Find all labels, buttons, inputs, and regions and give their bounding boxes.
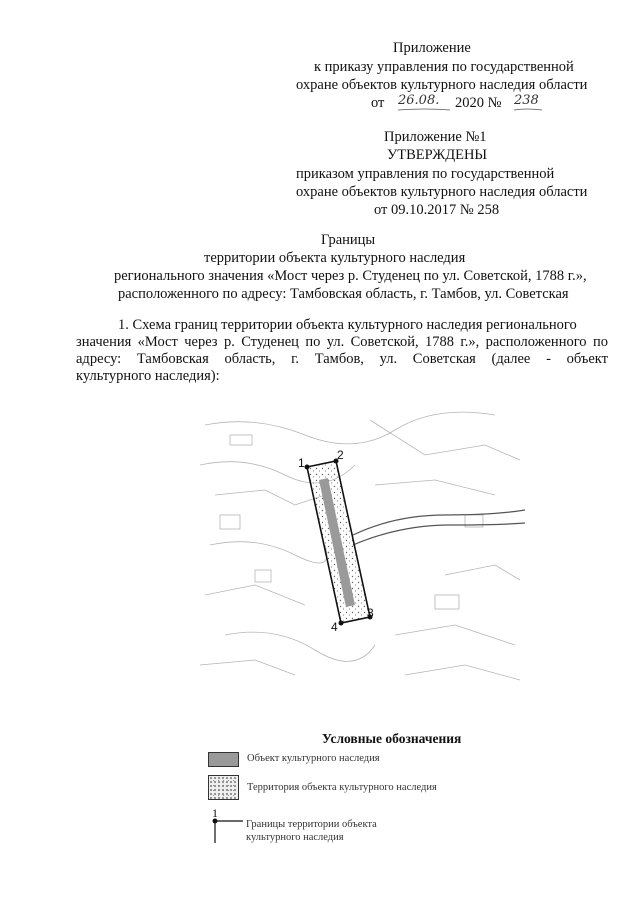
point-label-1: 1: [298, 456, 305, 470]
legend-boundary-marker: 1: [212, 806, 218, 820]
appendix-number: Приложение №1: [384, 129, 487, 145]
map-background-sketch: [200, 412, 520, 680]
order-date-prefix: от: [371, 95, 385, 111]
paragraph-word: по: [305, 334, 321, 350]
approval-line-2: охране объектов культурного наследия области: [296, 184, 588, 200]
paragraph-word: Тамбовская: [136, 351, 209, 367]
legend-object-swatch: [208, 752, 239, 767]
paragraph-word: адресу:: [76, 351, 122, 367]
paragraph-word: через: [184, 334, 218, 350]
paragraph-word: -: [546, 351, 551, 367]
handwritten-date: 26.08.: [398, 93, 440, 108]
paragraph-word: значения: [76, 334, 132, 350]
signature-underline: [396, 107, 546, 113]
boundary-point-4: [339, 621, 344, 626]
doc-title-1: Границы: [321, 232, 376, 248]
approval-line-3: от 09.10.2017 № 258: [374, 202, 500, 218]
paragraph-word: «Мост: [137, 334, 178, 350]
paragraph-word: Тамбов,: [314, 351, 364, 367]
paragraph-word: р.: [223, 334, 235, 350]
legend-territory-swatch: [208, 775, 239, 800]
paragraph-word: область,: [224, 351, 276, 367]
paragraph-word: ул.: [379, 351, 398, 367]
paragraph-line-3: [76, 351, 608, 368]
handwritten-number: 238: [514, 93, 539, 108]
legend-title: Условные обозначения: [322, 731, 462, 746]
legend-object-label: Объект культурного наследия: [247, 753, 380, 764]
appendix-title: Приложение: [393, 40, 471, 56]
paragraph-word: г.: [291, 351, 300, 367]
order-line-2: охране объектов культурного наследия области: [296, 77, 588, 93]
legend-territory-label: Территория объекта культурного наследия: [247, 782, 437, 793]
approval-line-1: приказом управления по государственной: [296, 166, 555, 182]
map-river: [353, 510, 525, 545]
paragraph-word: ул.: [326, 334, 345, 350]
point-label-4: 4: [331, 620, 338, 634]
paragraph-word: Советской,: [350, 334, 419, 350]
point-label-2: 2: [337, 448, 344, 462]
order-year: 2020 №: [455, 95, 502, 111]
doc-title-3: регионального значения «Мост через р. Студенец по ул. Советской, 1788 г.»,: [114, 268, 587, 284]
legend-boundary-symbol: [207, 805, 247, 845]
paragraph-word: Советская: [412, 351, 476, 367]
paragraph-word: (далее: [491, 351, 531, 367]
legend-boundary-label-2: культурного наследия: [246, 832, 344, 843]
approved-stamp: УТВЕРЖДЕНЫ: [387, 147, 488, 163]
order-line-1: к приказу управления по государственной: [314, 59, 574, 75]
doc-title-2: территории объекта культурного наследия: [204, 250, 466, 266]
paragraph-word: расположенного: [485, 334, 587, 350]
paragraph-word: 1788: [425, 334, 455, 350]
paragraph-word: по: [592, 334, 608, 350]
legend-boundary-label-1: Границы территории объекта: [246, 819, 377, 830]
paragraph-word: объект: [566, 351, 608, 367]
paragraph-word: Студенец: [241, 334, 299, 350]
paragraph-line-1: 1. Схема границ территории объекта культурного наследия регионального: [118, 317, 577, 333]
paragraph-line-4: [76, 368, 608, 385]
doc-title-4: расположенного по адресу: Тамбовская область, г. Тамбов, ул. Советская: [118, 286, 569, 302]
paragraph-line-2: [76, 334, 608, 351]
paragraph-block: [76, 334, 608, 385]
boundary-point-1: [305, 465, 310, 470]
point-label-3: 3: [367, 606, 374, 620]
paragraph-word: г.»,: [460, 334, 480, 350]
paragraph-line-4-text: культурного наследия):: [76, 368, 220, 384]
territory-map: [195, 395, 525, 690]
